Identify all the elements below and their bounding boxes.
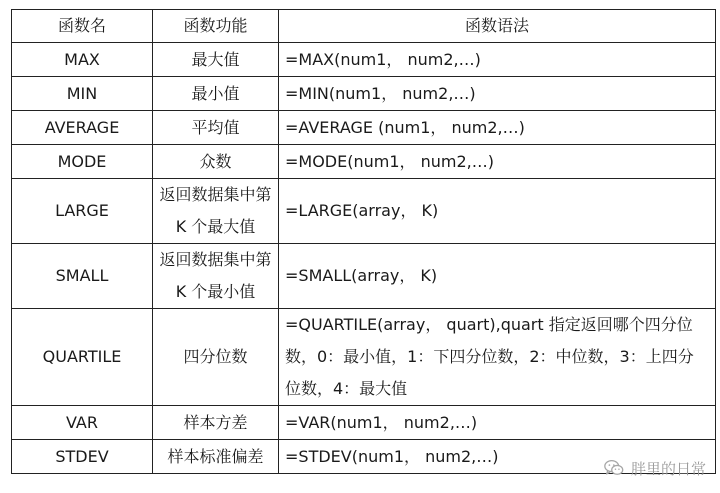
watermark-text: 胖里的日常 [630,459,706,478]
function-syntax-cell: =QUARTILE(array， quart),quart 指定返回哪个四分位数，0：最小值，1：下四分位数，2：中位数，3：上四分位数，4：最大值 [279,309,716,406]
function-syntax-cell: =STDEV(num1， num2,…) [279,440,716,474]
function-purpose-cell: 最大值 [153,43,279,77]
table-row [12,406,716,440]
function-syntax-cell: =MAX(num1， num2,…) [279,43,716,77]
function-purpose-cell: 最小值 [153,77,279,111]
function-name-cell: MODE [12,145,153,179]
table-row [12,244,716,309]
function-name-cell: VAR [12,406,153,440]
table-row [12,77,716,111]
function-purpose-cell: 平均值 [153,111,279,145]
function-name-cell: MIN [12,77,153,111]
function-syntax-cell: =VAR(num1， num2,…) [279,406,716,440]
table-row [12,179,716,244]
function-syntax-cell: =AVERAGE (num1， num2,…) [279,111,716,145]
table-row [12,145,716,179]
function-purpose-cell: 返回数据集中第K 个最大值 [153,179,279,244]
function-syntax-cell: =MIN(num1， num2,…) [279,77,716,111]
function-syntax-cell: =SMALL(array， K) [279,244,716,309]
function-purpose-cell: 返回数据集中第K 个最小值 [153,244,279,309]
table-header-row [12,10,716,43]
header-function-syntax: 函数语法 [279,10,716,43]
function-name-cell: MAX [12,43,153,77]
function-purpose-cell: 样本标准偏差 [153,440,279,474]
function-syntax-cell: =LARGE(array， K) [279,179,716,244]
function-name-cell: STDEV [12,440,153,474]
function-purpose-cell: 样本方差 [153,406,279,440]
header-function-purpose: 函数功能 [153,10,279,43]
function-table [11,9,716,474]
wechat-icon [603,457,625,479]
table-row [12,43,716,77]
table-row [12,309,716,406]
function-name-cell: QUARTILE [12,309,153,406]
function-name-cell: SMALL [12,244,153,309]
function-purpose-cell: 众数 [153,145,279,179]
watermark [603,457,706,479]
function-name-cell: LARGE [12,179,153,244]
function-syntax-cell: =MODE(num1， num2,…) [279,145,716,179]
header-function-name: 函数名 [12,10,153,43]
function-name-cell: AVERAGE [12,111,153,145]
function-purpose-cell: 四分位数 [153,309,279,406]
table-row [12,111,716,145]
